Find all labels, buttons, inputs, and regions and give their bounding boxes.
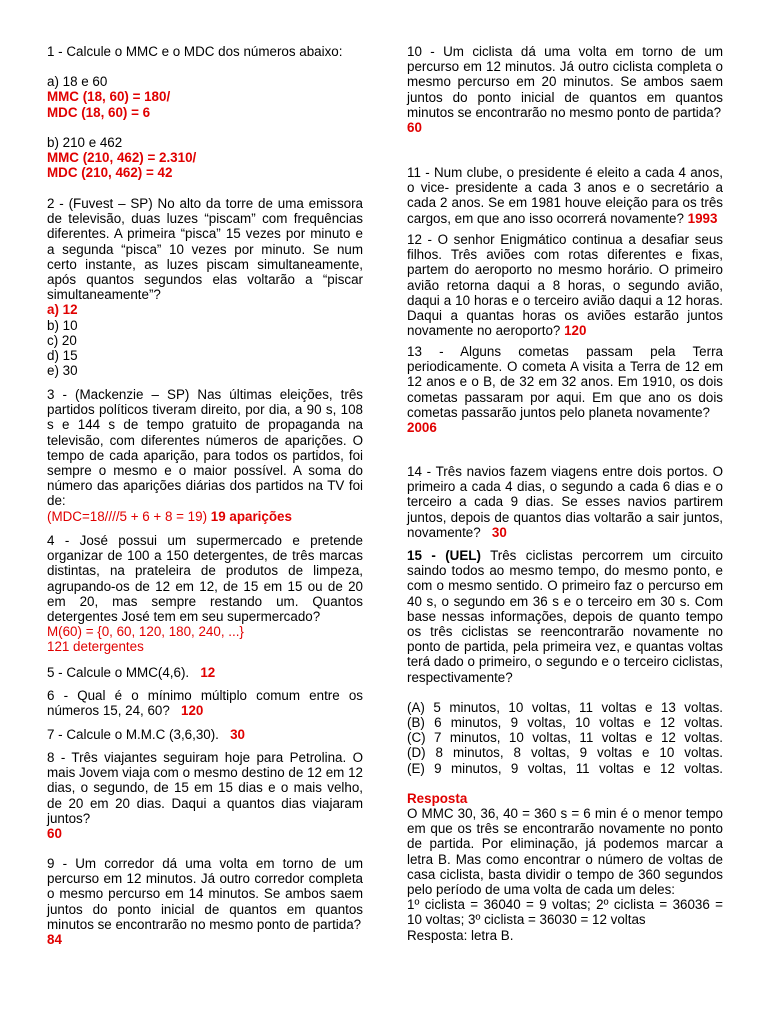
- question-14-text: 14 - Três navios fazem viagens entre dois portos. O primeiro a cada 4 dias, o segundo a cada 6 dias e o terceiro a cada 9 dias. Se esses navios partirem juntos, depois de quantos dias voltarão a sair juntos, novamente?: [407, 464, 723, 540]
- question-13-answer: 2006: [407, 420, 437, 436]
- question-15-option-e: (E) 9 minutos, 9 voltas, 11 voltas e 12 voltas.: [407, 760, 723, 776]
- question-4: [47, 533, 363, 655]
- question-1b-mdc: MDC (210, 462) = 42: [47, 165, 173, 181]
- question-2-option-a: a) 12: [47, 302, 78, 318]
- question-2-option-c: c) 20: [47, 332, 77, 348]
- question-8-answer: 60: [47, 826, 62, 842]
- question-1a-mmc: MMC (18, 60) = 180/: [47, 89, 171, 105]
- question-12-answer: 120: [564, 323, 587, 339]
- question-11: [407, 165, 723, 226]
- question-1b-mmc: MMC (210, 462) = 2.310/: [47, 150, 197, 166]
- question-11-text: 11 - Num clube, o presidente é eleito a cada 4 anos, o vice- presidente a cada 3 anos e o secretário a cada 2 anos. Se em 1981 houve eleição para os três cargos, em que ano isso ocorrerá novamente?: [407, 165, 723, 226]
- question-10-text: 10 - Um ciclista dá uma volta em torno de um percurso em 12 minutos. Já outro ciclista completa o mesmo percurso em 20 minutos. Se ambos saem juntos do ponto inicial de quantos em quantos minutos se encontrarão no mesmo ponto de partida?: [407, 44, 723, 120]
- question-5: [47, 665, 363, 680]
- question-14-answer: 30: [491, 524, 507, 540]
- question-15: [407, 548, 723, 943]
- question-15-text: Três ciclistas percorrem um circuito saindo todos ao mesmo tempo, do mesmo ponto, e com o mesmo sentido. O primeiro faz o percurso em 40 s, o segundo em 36 s e o terceiro em 30 s. Com base nessas informações, depois de quanto tempo os três ciclistas se reencontrarão novamente no ponto de partida, pela primeira vez, e quantas voltas terá dado o primeiro, o segundo e o terceiro ciclistas, respectivamente?: [407, 548, 723, 685]
- question-13: [407, 344, 723, 435]
- question-5-text: 5 - Calcule o MMC(4,6).: [47, 665, 190, 680]
- question-7-answer: 30: [230, 727, 245, 742]
- question-15-option-a: (A) 5 minutos, 10 voltas, 11 voltas e 13 voltas.: [407, 699, 723, 715]
- question-12-text: 12 - O senhor Enigmático continua a desafiar seus filhos. Três aviões com rotas diferentes e fixas, partem do aeroporto no mesmo horário. O primeiro avião retorna daqui a 8 horas, o segundo avião, daqui a 10 horas e o terceiro avião daqui a 12 horas. Daqui a quantas horas os aviões estarão juntos novamente no aeroporto?: [407, 232, 723, 339]
- question-2: [47, 196, 363, 378]
- question-3-answer-calc: (MDC=18////5 + 6 + 8 = 19): [47, 508, 208, 524]
- question-9-answer: 84: [47, 932, 62, 948]
- question-15-options: [407, 700, 723, 776]
- question-1a-label: a) 18 e 60: [47, 74, 108, 90]
- question-11-answer: 1993: [687, 210, 718, 226]
- question-15-option-c: (C) 7 minutos, 10 voltas, 11 voltas e 12 voltas.: [407, 730, 723, 746]
- question-5-answer: 12: [200, 665, 216, 680]
- question-15-option-b: (B) 6 minutos, 9 voltas, 10 voltas e 12 voltas.: [407, 715, 723, 731]
- question-2-option-e: e) 30: [47, 363, 78, 379]
- question-8: [47, 750, 363, 841]
- question-4-answer-set: M(60) = {0, 60, 120, 180, 240, ...}: [47, 624, 244, 640]
- question-7: [47, 727, 363, 742]
- question-15-resposta-text: O MMC 30, 36, 40 = 360 s = 6 min é o menor tempo em que os três se encontrarão novamente no ponto de partida. Por eliminação, já podemos marcar a letra B. Mas como encontrar o número de voltas de casa ciclista, basta dividir o tempo de 360 segundos pelo período de uma volta de cada um deles:: [407, 806, 723, 898]
- question-15-option-d: (D) 8 minutos, 8 voltas, 9 voltas e 10 voltas.: [407, 745, 723, 761]
- question-9-text: 9 - Um corredor dá uma volta em torno de um percurso em 12 minutos. Já outro corredor completa o mesmo percurso em 14 minutos. Se ambos saem juntos do ponto inicial de quantos em quantos minutos se encontrarão no mesmo ponto de partida?: [47, 856, 363, 932]
- question-2-option-b: b) 10: [47, 317, 78, 333]
- question-6-text: 6 - Qual é o mínimo múltiplo comum entre os números 15, 24, 60?: [47, 688, 363, 719]
- question-6-answer: 120: [181, 703, 204, 719]
- question-15-resposta-final: Resposta: letra B.: [407, 927, 514, 943]
- question-1a-mdc: MDC (18, 60) = 6: [47, 104, 151, 120]
- question-4-text: 4 - José possui um supermercado e pretende organizar de 100 a 150 detergentes, de três marcas distintas, na prateleira de produtos de limpeza, agrupando-os de 12 em 12, de 15 em 15 ou de 20 em 20, mas sempre restando um. Quantos detergentes José tem em seu supermercado?: [47, 533, 363, 625]
- question-1: [47, 44, 363, 180]
- question-15-label: 15 - (UEL): [407, 548, 481, 563]
- question-2-text: 2 - (Fuvest – SP) No alto da torre de uma emissora de televisão, duas luzes “piscam” com frequências diferentes. A primeira “pisca” 15 vezes por minuto e a segunda “pisca” 10 vezes por minuto. Se num certo instante, as luzes piscam simultaneamente, após quantos segundos elas voltarão a “piscar simultaneamente”?: [47, 196, 363, 303]
- question-9: [47, 856, 363, 947]
- question-2-option-d: d) 15: [47, 348, 78, 364]
- question-14: [407, 464, 723, 540]
- question-13-text: 13 - Alguns cometas passam pela Terra periodicamente. O cometa A visita a Terra de 12 em 12 anos e o B, de 32 em 32 anos. Em 1910, os dois cometas passaram por aqui. Em que ano os dois cometas passarão juntos pelo planeta novamente?: [407, 344, 723, 420]
- question-15-resposta-heading: Resposta: [407, 790, 468, 806]
- question-3-text: 3 - (Mackenzie – SP) Nas últimas eleições, três partidos políticos tiveram direito, por dia, a 90 s, 108 s e 144 s de tempo gratuito de propaganda na televisão, com diferentes números de aparições. O tempo de cada aparição, para todos os partidos, foi sempre o mesmo e o maior possível. A soma do número das aparições diárias dos partidos na TV foi de:: [47, 387, 363, 509]
- question-1b-label: b) 210 e 462: [47, 134, 123, 150]
- question-8-text: 8 - Três viajantes seguiram hoje para Petrolina. O mais Jovem viaja com o mesmo destino de 12 em 12 dias, o segundo, de 15 em 15 dias e o mais velho, de 20 em 20 dias. Daqui a quantos dias viajaram juntos?: [47, 750, 363, 826]
- question-3-answer: 19 aparições: [210, 508, 292, 524]
- question-7-text: 7 - Calcule o M.M.C (3,6,30).: [47, 727, 219, 742]
- question-10: [407, 44, 723, 135]
- question-6: [47, 688, 363, 718]
- question-1-text: 1 - Calcule o MMC e o MDC dos números abaixo:: [47, 44, 343, 59]
- question-4-answer: 121 detergentes: [47, 639, 144, 655]
- question-15-resposta-calc: 1º ciclista = 36040 = 9 voltas; 2º ciclista = 36036 = 10 voltas; 3º ciclista = 36030 = 12 voltas: [407, 897, 723, 928]
- question-3: [47, 387, 363, 524]
- question-10-answer: 60: [407, 120, 422, 136]
- question-3-answer-line: [47, 509, 363, 524]
- question-12: [407, 232, 723, 338]
